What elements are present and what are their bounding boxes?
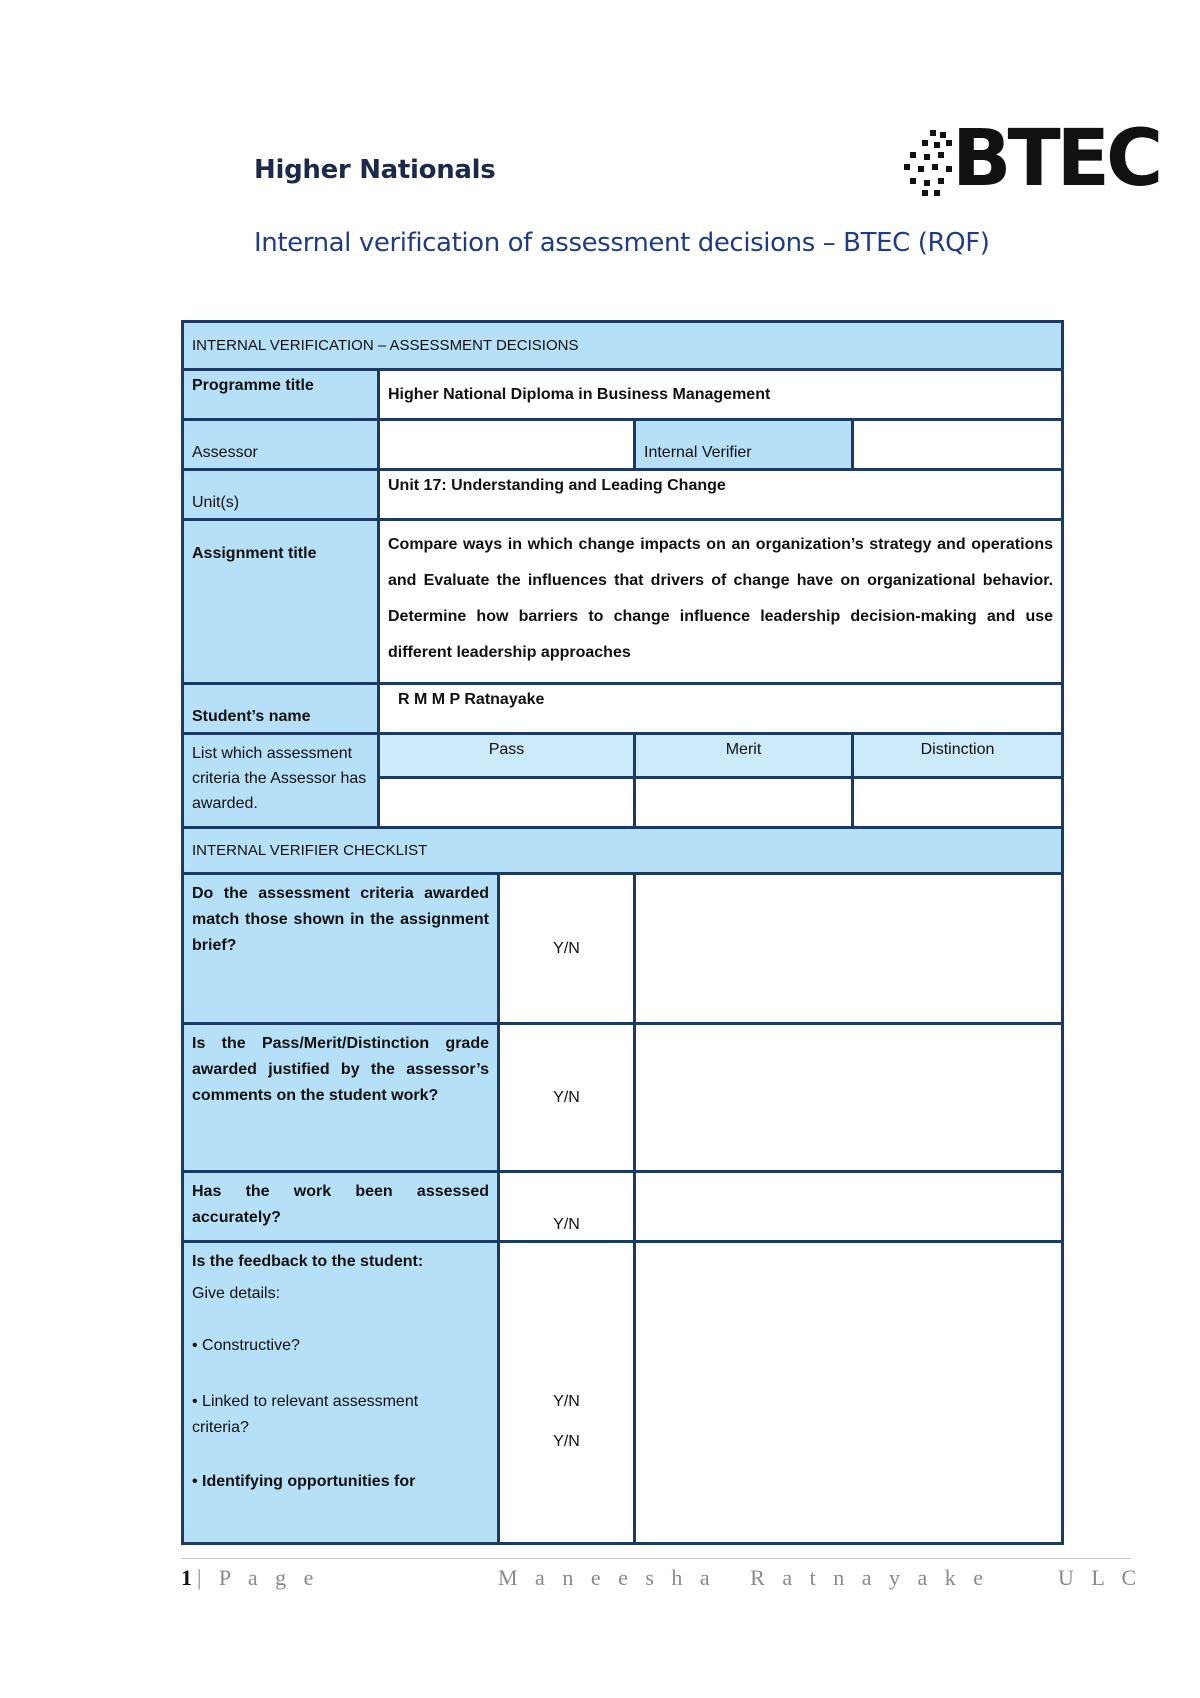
internal-verification-form [181, 320, 1064, 1545]
document-subtitle: Internal verification of assessment decisions – BTEC (RQF) [254, 228, 990, 258]
assessor-field[interactable] [379, 420, 635, 470]
yn-linked[interactable]: Y/N [553, 1433, 580, 1450]
feedback-bullet-opportunities: • Identifying opportunities for [192, 1473, 416, 1490]
assignment-title-value[interactable]: Compare ways in which change impacts on an organization’s strategy and operations and Evaluate the influences that drivers of change have on organizational behavior. Determine how barriers to change influence leadership decision-making and use different leadership approaches [379, 520, 1063, 684]
checklist-question-grade: Is the Pass/Merit/Distinction grade awarded justified by the assessor’s comments on the student work? [183, 1024, 499, 1172]
pass-criteria-field[interactable] [379, 778, 635, 828]
logo-text: BTEC [952, 114, 1160, 204]
checklist-question-criteria: Do the assessment criteria awarded match those shown in the assignment brief? [183, 874, 499, 1024]
footer-page-label: | P a g e [197, 1565, 320, 1590]
programme-title-label: Programme title [183, 370, 379, 420]
assessor-label: Assessor [183, 420, 379, 470]
student-name-value[interactable]: R M M P Ratnayake [379, 684, 1063, 734]
checklist-question-feedback [183, 1242, 499, 1544]
distinction-criteria-field[interactable] [853, 778, 1063, 828]
feedback-bullet-linked: • Linked to relevant assessment criteria? [192, 1393, 419, 1436]
footer-author: M a n e e s h a R a t n a y a k e [498, 1565, 990, 1590]
unit-value[interactable]: Unit 17: Understanding and Leading Change [379, 470, 1063, 520]
unit-label: Unit(s) [183, 470, 379, 520]
distinction-header: Distinction [853, 734, 1063, 778]
criteria-awarded-label: List which assessment criteria the Assessor has awarded. [183, 734, 379, 828]
pass-header: Pass [379, 734, 635, 778]
yn-grade[interactable]: Y/N [499, 1024, 635, 1172]
comment-grade-field[interactable] [635, 1024, 1063, 1172]
footer-org: U L C [1058, 1565, 1143, 1590]
merit-header: Merit [635, 734, 853, 778]
yn-accuracy[interactable]: Y/N [499, 1172, 635, 1242]
footer-divider [181, 1558, 1131, 1559]
feedback-give-details: Give details: [192, 1285, 281, 1302]
btec-logo [900, 114, 1160, 210]
comment-feedback-field[interactable] [635, 1242, 1063, 1544]
internal-verifier-field[interactable] [853, 420, 1063, 470]
student-name-label: Student’s name [183, 684, 379, 734]
section-header-checklist: INTERNAL VERIFIER CHECKLIST [183, 828, 1063, 874]
comment-accuracy-field[interactable] [635, 1172, 1063, 1242]
comment-criteria-field[interactable] [635, 874, 1063, 1024]
footer-page-number: 1 [181, 1565, 192, 1590]
internal-verifier-label: Internal Verifier [635, 420, 853, 470]
yn-feedback-cell [499, 1242, 635, 1544]
merit-criteria-field[interactable] [635, 778, 853, 828]
document-title: Higher Nationals [254, 155, 496, 185]
yn-criteria[interactable]: Y/N [499, 874, 635, 1024]
feedback-bullet-constructive: • Constructive? [192, 1337, 300, 1354]
assignment-title-label: Assignment title [183, 520, 379, 684]
programme-title-value[interactable]: Higher National Diploma in Business Management [379, 370, 1063, 420]
checklist-question-accuracy: Has the work been assessed accurately? [183, 1172, 499, 1242]
yn-constructive[interactable]: Y/N [553, 1393, 580, 1410]
feedback-title: Is the feedback to the student: [192, 1253, 424, 1270]
section-header-decisions: INTERNAL VERIFICATION – ASSESSMENT DECISIONS [183, 322, 1063, 370]
logo-dots-icon [900, 128, 960, 198]
